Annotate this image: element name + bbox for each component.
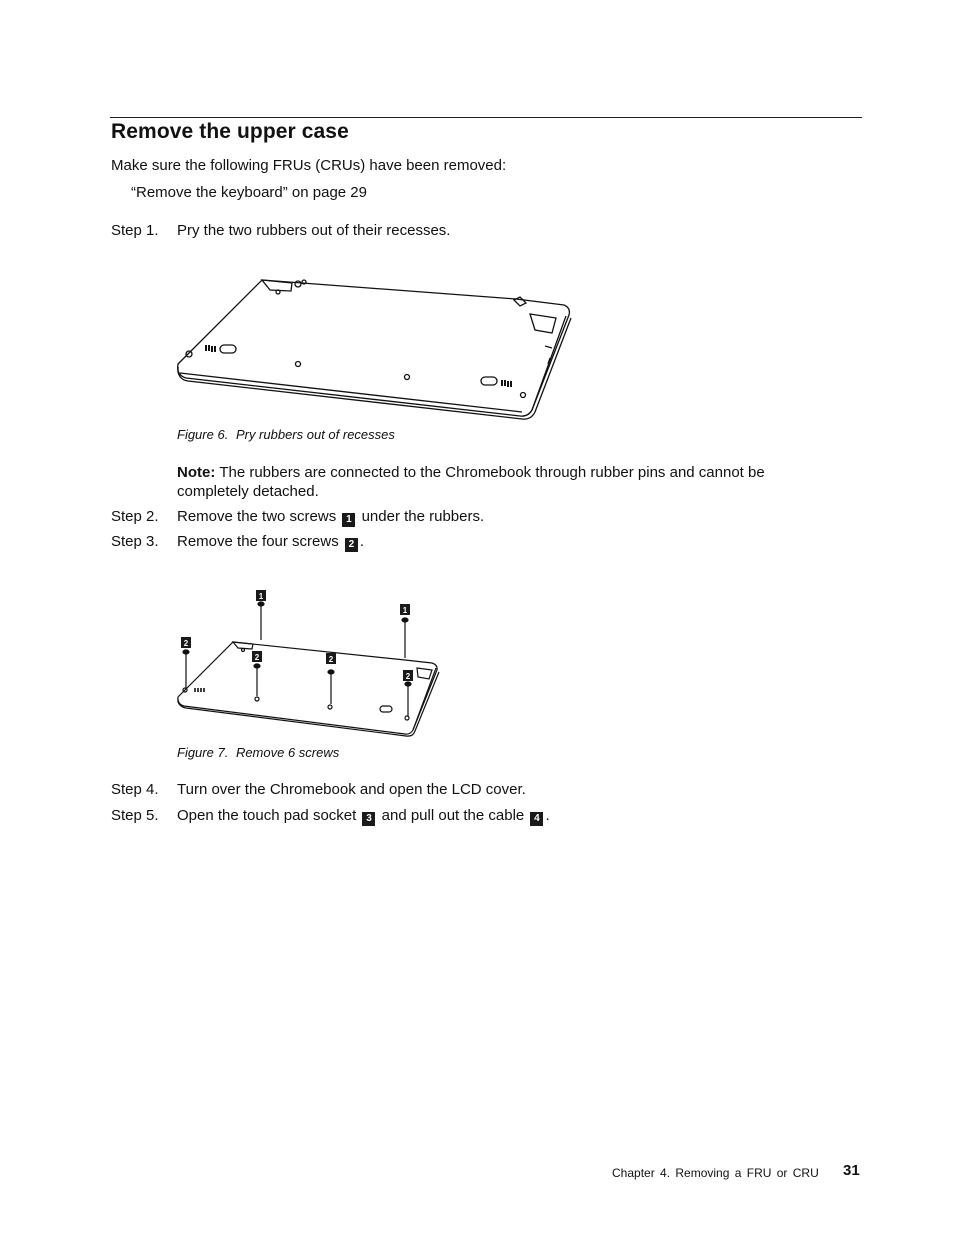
callout-1: 1 [402, 606, 408, 615]
figure-6-chromebook-bottom [170, 270, 580, 425]
callout-2: 2 [405, 672, 411, 681]
prereq-link[interactable]: “Remove the keyboard” on page 29 [131, 184, 367, 201]
step-text-before: Open the touch pad socket [177, 807, 357, 824]
figure-label: Figure 7. [177, 745, 229, 760]
callout-1: 1 [258, 592, 264, 601]
callout-2: 2 [328, 655, 334, 664]
step-text [177, 507, 484, 527]
callout-2: 2 [183, 639, 189, 648]
step-text: Turn over the Chromebook and open the LCD cover. [177, 781, 526, 798]
callout-badge: 3 [362, 812, 375, 826]
footer-chapter: Chapter 4. Removing a FRU or CRU [612, 1166, 819, 1180]
figure-7-screws [170, 585, 450, 740]
step-text-after: under the rubbers. [361, 508, 485, 525]
note-label: Note: [177, 464, 216, 481]
callout-2: 2 [254, 653, 260, 662]
step-text [177, 806, 550, 826]
note-text: The rubbers are connected to the Chromebook through rubber pins and cannot be completely detached. [177, 464, 765, 500]
callout-badge: 2 [345, 538, 358, 552]
intro-text: Make sure the following FRUs (CRUs) have been removed: [111, 157, 507, 174]
section-title: Remove the upper case [111, 120, 349, 143]
step-text-mid: and pull out the cable [381, 807, 525, 824]
step-label: Step 2. [111, 508, 159, 525]
step-text-before: Remove the four screws [177, 533, 339, 550]
figure-7-caption [177, 745, 339, 760]
figure-6-caption [177, 427, 395, 442]
step-text-before: Remove the two screws [177, 508, 337, 525]
step-text-after: . [359, 533, 365, 550]
callout-badge: 4 [530, 812, 543, 826]
figure-caption-text: Pry rubbers out of recesses [235, 427, 395, 442]
figure-label: Figure 6. [177, 427, 229, 442]
step-label: Step 4. [111, 781, 159, 798]
step-label: Step 3. [111, 533, 159, 550]
header-rule [110, 117, 862, 118]
page-number: 31 [843, 1162, 860, 1179]
step-text-after: . [545, 807, 550, 824]
note [177, 463, 837, 501]
step-label: Step 5. [111, 807, 159, 824]
step-label: Step 1. [111, 222, 159, 239]
step-text [177, 532, 364, 552]
figure-caption-text: Remove 6 screws [235, 745, 340, 760]
step-text: Pry the two rubbers out of their recesses. [177, 222, 451, 239]
callout-badge: 1 [342, 513, 355, 527]
